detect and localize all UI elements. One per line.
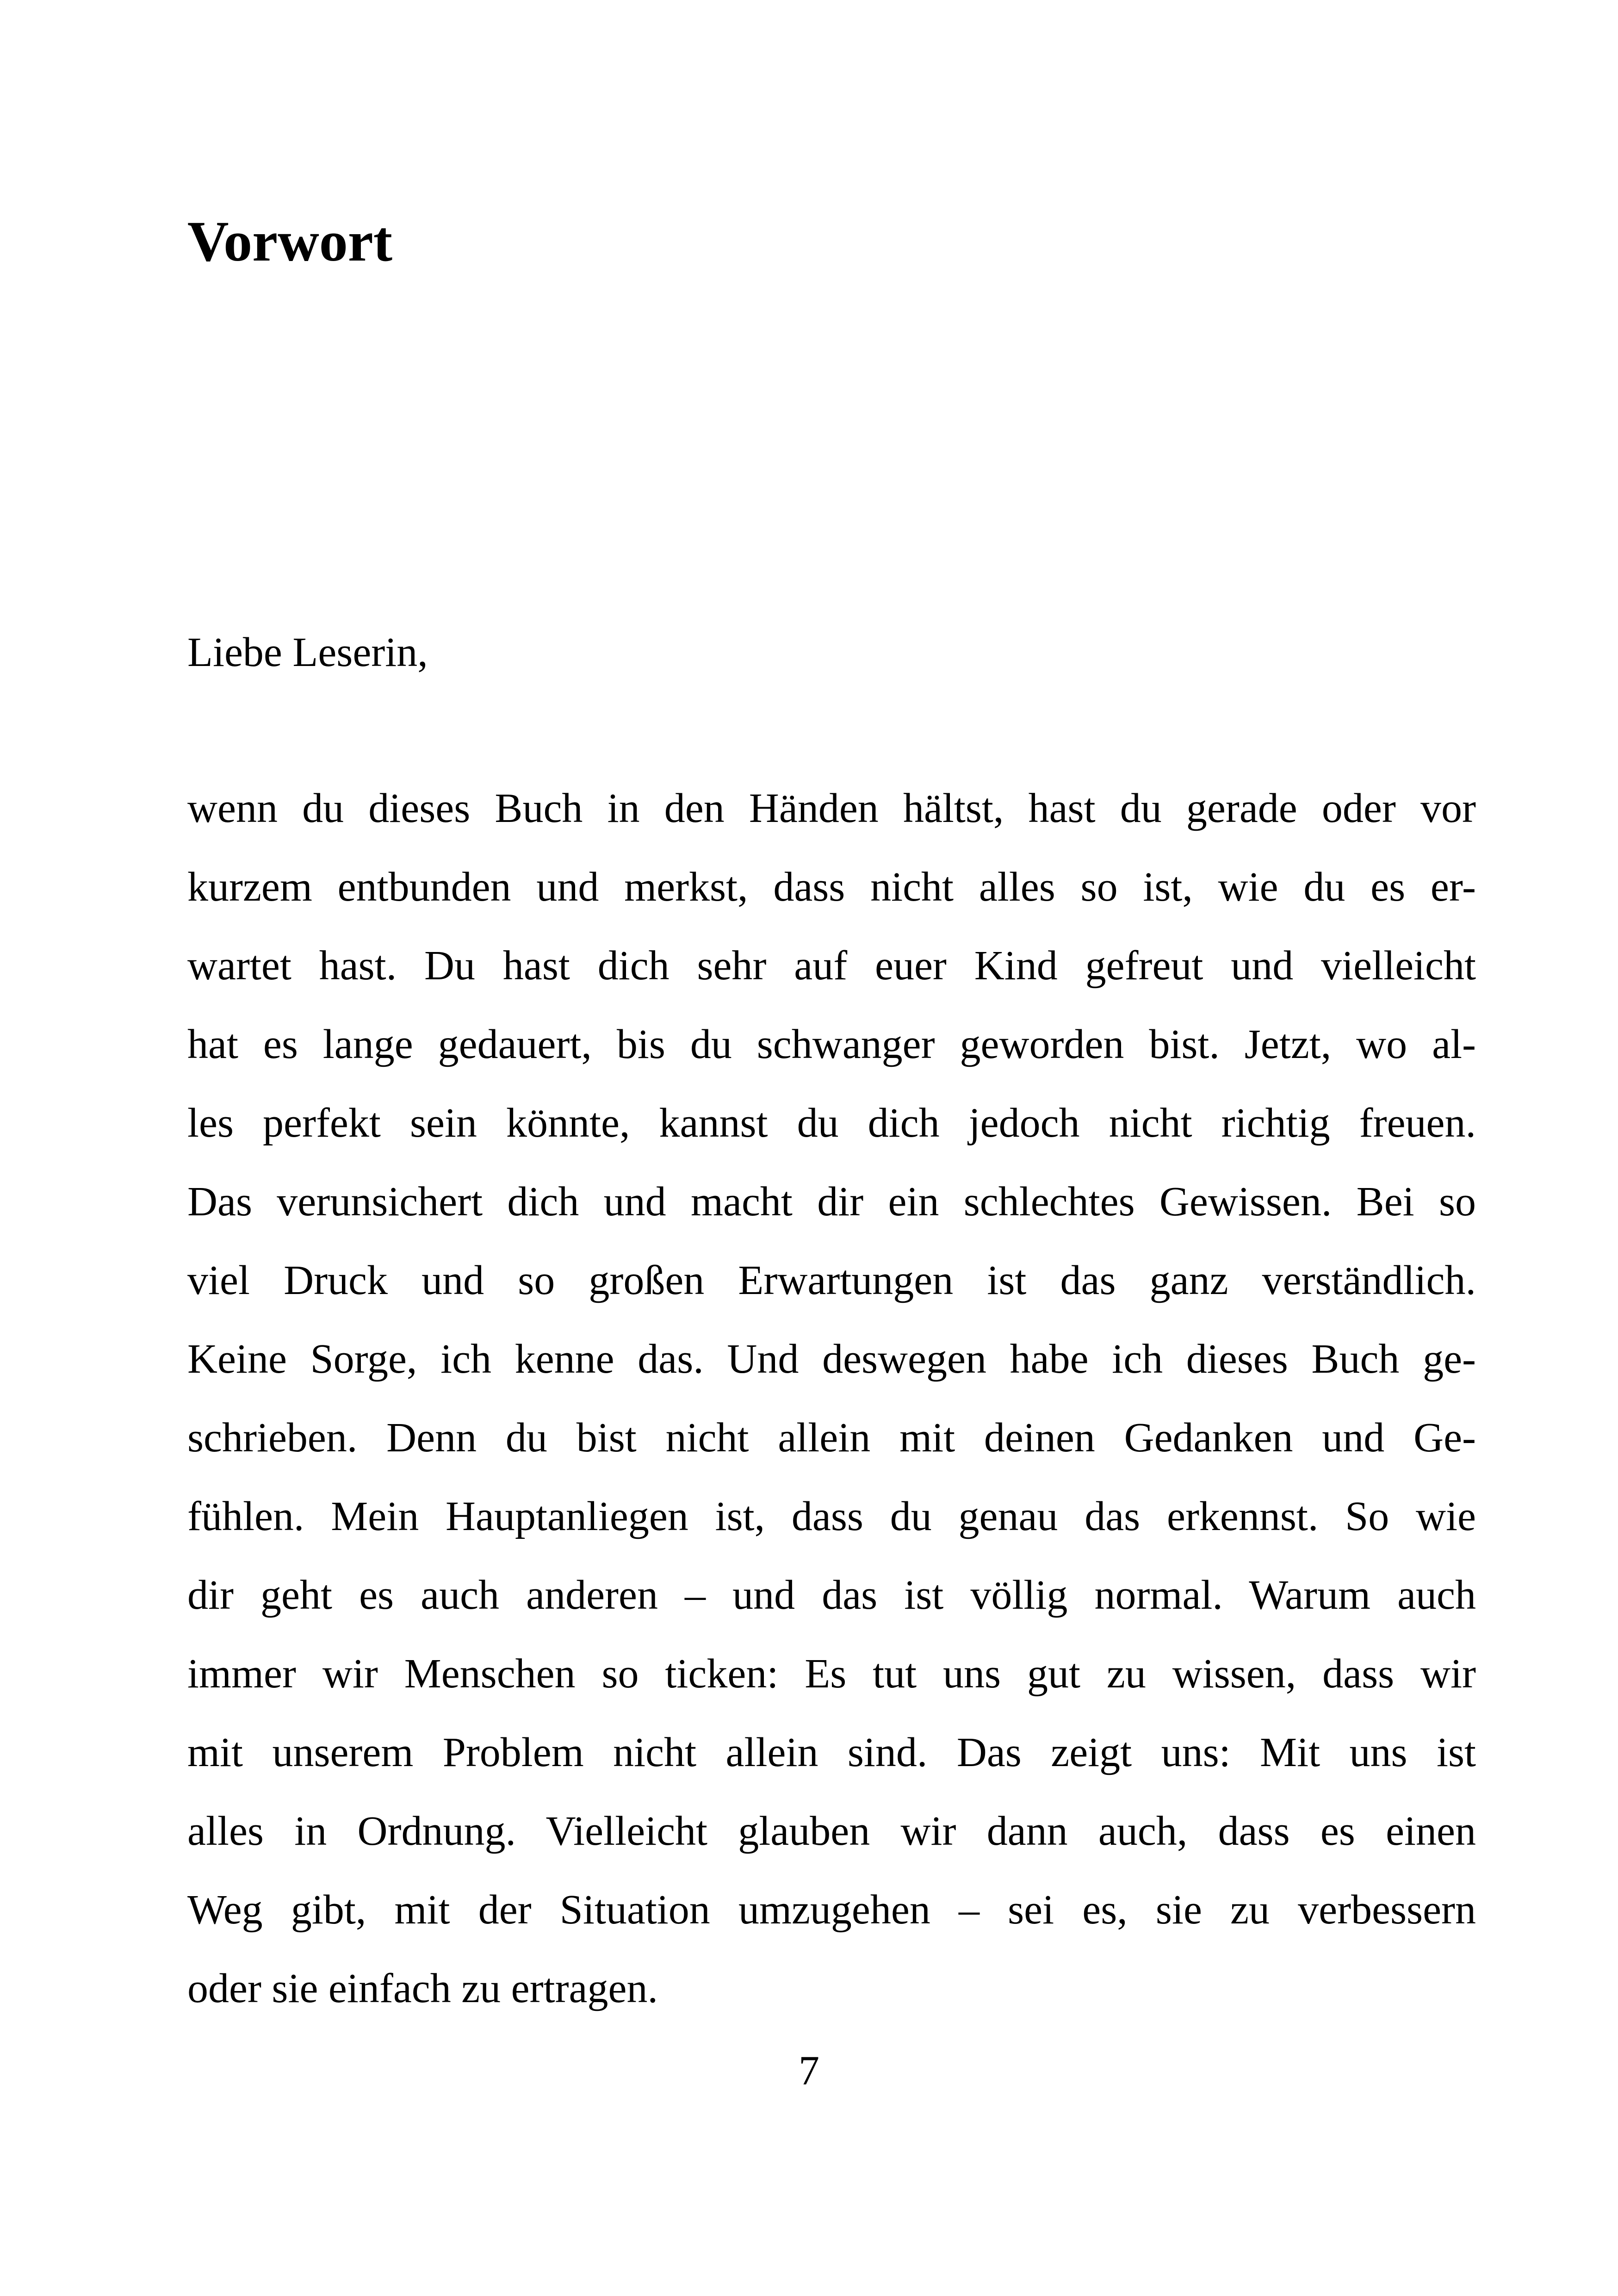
preface-paragraph: [187, 769, 1476, 2028]
page-number: 7: [799, 2048, 819, 2094]
paragraph-line: Das verunsichert dich und macht dir ein schlechtes Gewissen. Bei so: [187, 1179, 1476, 1225]
paragraph-line: Weg gibt, mit der Situation umzugehen – sei es, sie zu verbessern: [187, 1887, 1476, 1933]
paragraph-line: les perfekt sein könnte, kannst du dich jedoch nicht richtig freuen.: [187, 1100, 1476, 1146]
paragraph-line: wartet hast. Du hast dich sehr auf euer Kind gefreut und vielleicht: [187, 943, 1476, 989]
paragraph-line: fühlen. Mein Hauptanliegen ist, dass du genau das erkennst. So wie: [187, 1493, 1476, 1539]
paragraph-line: alles in Ordnung. Vielleicht glauben wir dann auch, dass es einen: [187, 1808, 1476, 1854]
chapter-heading: Vorwort: [187, 210, 393, 273]
paragraph-line: dir geht es auch anderen – und das ist völlig normal. Warum auch: [187, 1572, 1476, 1618]
salutation: Liebe Leserin,: [187, 629, 428, 675]
paragraph-line: schrieben. Denn du bist nicht allein mit deinen Gedanken und Ge-: [187, 1415, 1476, 1461]
paragraph-line: oder sie einfach zu ertragen.: [187, 1966, 658, 2011]
paragraph-line: Keine Sorge, ich kenne das. Und deswegen habe ich dieses Buch ge-: [187, 1336, 1476, 1382]
paragraph-line: hat es lange gedauert, bis du schwanger geworden bist. Jetzt, wo al-: [187, 1021, 1476, 1067]
paragraph-line: viel Druck und so großen Erwartungen ist das ganz verständlich.: [187, 1257, 1476, 1303]
paragraph-line: kurzem entbunden und merkst, dass nicht alles so ist, wie du es er-: [187, 864, 1476, 910]
paragraph-line: mit unserem Problem nicht allein sind. Das zeigt uns: Mit uns ist: [187, 1730, 1476, 1775]
paragraph-line: immer wir Menschen so ticken: Es tut uns gut zu wissen, dass wir: [187, 1651, 1476, 1697]
paragraph-line: wenn du dieses Buch in den Händen hältst, hast du gerade oder vor: [187, 785, 1476, 831]
